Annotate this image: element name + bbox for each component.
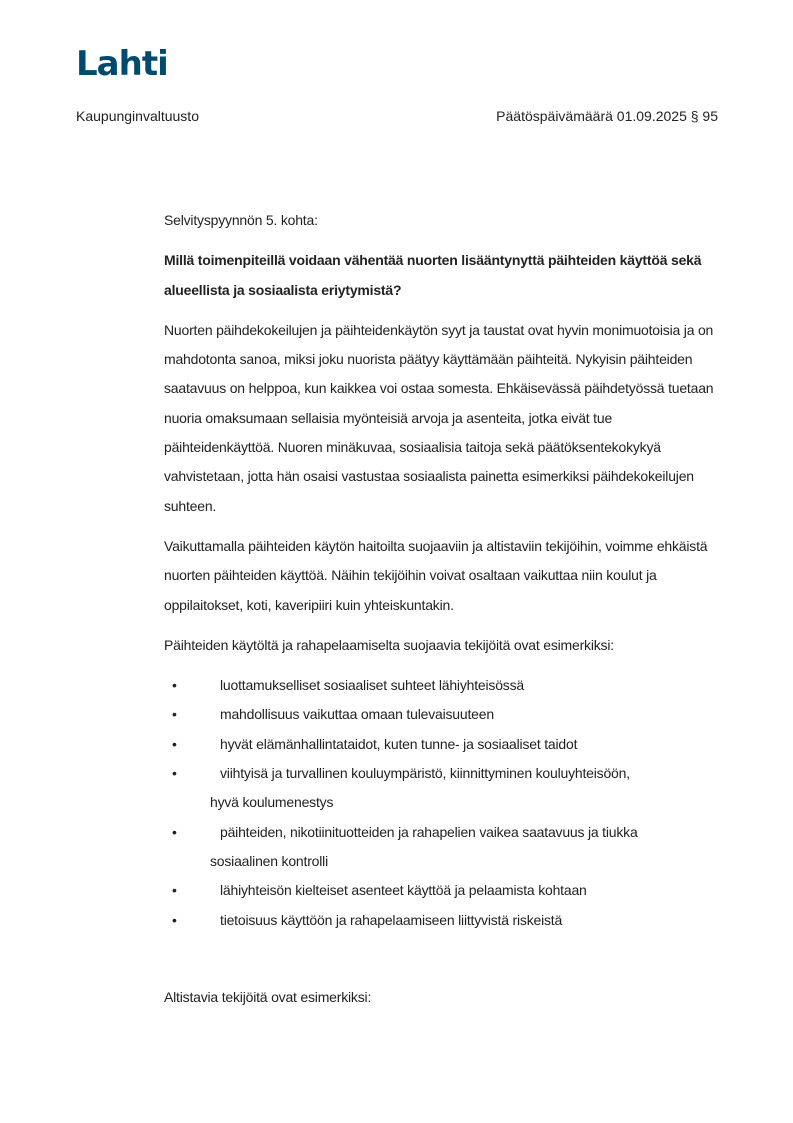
question-heading: Millä toimenpiteillä voidaan vähentää nuorten lisääntynyttä päihteiden käyttöä sekä alueellista ja sosiaalista eriytymistä? bbox=[164, 252, 702, 298]
list-item-text: viihtyisä ja turvallinen kouluympäristö, kiinnittyminen kouluyhteisöön, bbox=[220, 765, 630, 782]
list-item bbox=[164, 730, 724, 759]
section-intro: Selvityspyynnön 5. kohta: bbox=[164, 212, 318, 228]
list-item-text: lähiyhteisön kielteiset asenteet käyttöä ja pelaamista kohtaan bbox=[220, 882, 587, 899]
list-item-text: luottamukselliset sosiaaliset suhteet lähiyhteisössä bbox=[220, 677, 524, 694]
lahti-logo: Lahti bbox=[76, 44, 168, 84]
paragraph: Vaikuttamalla päihteiden käytön haitoilta suojaaviin ja altistaviin tekijöihin, voimme ehkäistä nuorten päihteiden käyttöä. Näihin tekijöihin voivat osaltaan vaikuttaa niin koulut ja oppilaitokset, koti, kaveripiiri kuin yhteiskuntakin. bbox=[164, 537, 708, 613]
bullet-icon: • bbox=[172, 706, 177, 723]
bullet-icon: • bbox=[172, 882, 177, 899]
document-body bbox=[164, 206, 724, 1012]
bullet-icon: • bbox=[172, 735, 177, 752]
organ-name: Kaupunginvaltuusto bbox=[76, 108, 199, 124]
exposing-factors-intro: Altistavia tekijöitä ovat esimerkiksi: bbox=[164, 988, 372, 1005]
bullet-icon: • bbox=[172, 911, 177, 928]
list-item bbox=[164, 759, 724, 818]
bullet-icon: • bbox=[172, 677, 177, 694]
bullet-icon: • bbox=[172, 765, 177, 782]
paragraph: Nuorten päihdekokeilujen ja päihteidenkäytön syyt ja taustat ovat hyvin monimuotoisia ja on mahdotonta sanoa, miksi joku nuorista päätyy käyttämään päihteitä. Nykyisin päihteiden saatavuus on helppoa, kun kaikkea voi ostaa somesta. Ehkäisevässä päihdetyössä tuetaan nuoria omaksumaan sellaisia myönteisiä arvoja ja asenteita, jotka eivät tue päihteidenkäyttöä. Nuoren minäkuvaa, sosiaalisia taitoja sekä päätöksentekokykyä vahvistetaan, jotta hän osaisi vastustaa sosiaalista painetta esimerkiksi päihdekokeilujen suhteen. bbox=[164, 321, 714, 514]
list-item-text: mahdollisuus vaikuttaa omaan tulevaisuuteen bbox=[220, 706, 494, 723]
list-item bbox=[164, 906, 724, 935]
list-item bbox=[164, 818, 724, 877]
list-item-text-continued: hyvä koulumenestys bbox=[210, 794, 334, 811]
bullet-icon: • bbox=[172, 823, 177, 840]
list-item-text: tietoisuus käyttöön ja rahapelaamiseen liittyvistä riskeistä bbox=[220, 911, 563, 928]
list-item-text-continued: sosiaalinen kontrolli bbox=[210, 852, 328, 869]
list-item bbox=[164, 876, 724, 905]
list-item bbox=[164, 671, 724, 700]
list-item-text: päihteiden, nikotiinituotteiden ja rahapelien vaikea saatavuus ja tiukka bbox=[220, 823, 638, 840]
decision-date: Päätöspäivämäärä 01.09.2025 § 95 bbox=[496, 108, 718, 124]
protective-factors-list bbox=[164, 671, 724, 935]
protective-factors-intro: Päihteiden käytöltä ja rahapelaamiselta suojaavia tekijöitä ovat esimerkiksi: bbox=[164, 636, 614, 653]
list-item bbox=[164, 700, 724, 729]
list-item-text: hyvät elämänhallintataidot, kuten tunne- ja sosiaaliset taidot bbox=[220, 735, 578, 752]
